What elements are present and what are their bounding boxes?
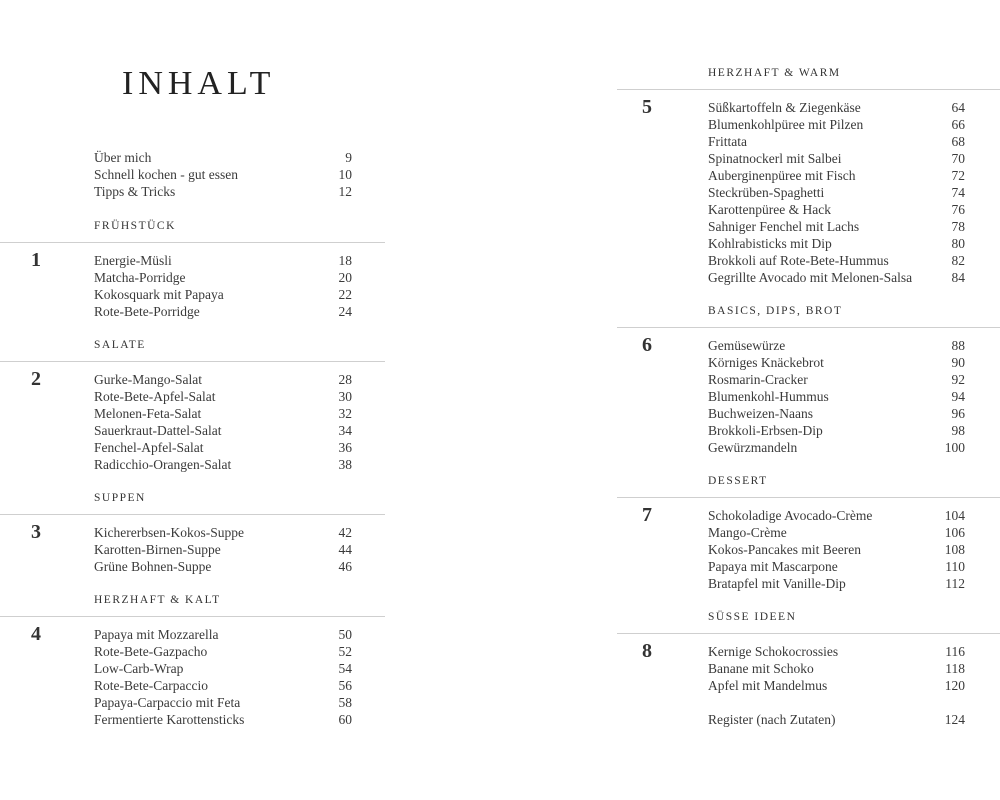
entry-page: 64 — [951, 100, 965, 115]
toc-entry[interactable] — [708, 677, 965, 694]
entry-name: Buchweizen-Naans — [708, 406, 813, 421]
chapter-number: 7 — [642, 504, 652, 526]
entry-name: Schnell kochen - gut essen — [94, 167, 238, 182]
entry-page: 22 — [338, 287, 352, 302]
entry-name: Gemüsewürze — [708, 338, 786, 353]
divider — [0, 242, 385, 243]
entry-page: 108 — [944, 542, 965, 557]
entry-name: Kohlrabisticks mit Dip — [708, 236, 832, 251]
entry-name: Gegrillte Avocado mit Melonen-Salsa — [708, 270, 913, 285]
entry-name: Papaya mit Mascarpone — [708, 559, 838, 574]
entry-name: Sauerkraut-Dattel-Salat — [94, 423, 222, 438]
toc-entry[interactable] — [94, 643, 352, 660]
entry-page: 66 — [951, 117, 965, 132]
recipe-list — [708, 99, 965, 286]
toc-entry[interactable] — [708, 524, 965, 541]
section-title: HERZHAFT & WARM — [708, 67, 841, 79]
toc-entry[interactable] — [708, 252, 965, 269]
right-page — [500, 0, 1000, 800]
section-fruehstueck — [0, 219, 385, 319]
toc-entry[interactable] — [708, 269, 965, 286]
entry-page: 84 — [951, 270, 965, 285]
toc-entry[interactable] — [708, 575, 965, 592]
toc-entry[interactable] — [708, 133, 965, 150]
section-dessert — [617, 474, 1000, 591]
recipe-list — [708, 507, 965, 592]
entry-page: 18 — [338, 253, 352, 268]
toc-entry[interactable] — [708, 660, 965, 677]
toc-entry[interactable] — [708, 388, 965, 405]
entry-page: 90 — [951, 355, 965, 370]
entry-page: 110 — [945, 559, 965, 574]
toc-entry[interactable] — [708, 558, 965, 575]
entry-page: 80 — [951, 236, 965, 251]
entry-page: 30 — [338, 389, 352, 404]
entry-name: Papaya mit Mozzarella — [94, 627, 219, 642]
entry-page: 50 — [338, 627, 352, 642]
entry-name: Rosmarin-Cracker — [708, 372, 808, 387]
toc-entry[interactable] — [708, 422, 965, 439]
toc-entry[interactable] — [94, 286, 352, 303]
entry-name: Frittata — [708, 134, 747, 149]
chapter-number: 5 — [642, 96, 652, 118]
entry-name: Apfel mit Mandelmus — [708, 678, 828, 693]
entry-page: 44 — [338, 542, 352, 557]
entry-page: 34 — [338, 423, 352, 438]
divider — [0, 514, 385, 515]
entry-name: Blumenkohl-Hummus — [708, 389, 829, 404]
toc-entry[interactable] — [94, 660, 352, 677]
entry-page: 60 — [338, 712, 352, 727]
entry-name: Radicchio-Orangen-Salat — [94, 457, 232, 472]
recipe-list — [708, 643, 965, 694]
toc-entry[interactable] — [94, 524, 352, 541]
entry-page: 124 — [944, 712, 965, 727]
toc-entry[interactable] — [708, 167, 965, 184]
recipe-list — [708, 337, 965, 456]
chapter-number: 1 — [31, 249, 41, 271]
entry-name: Tipps & Tricks — [94, 184, 176, 199]
entry-name: Rote-Bete-Porridge — [94, 304, 200, 319]
entry-page: 9 — [345, 150, 352, 165]
toc-entry-register[interactable] — [708, 711, 965, 728]
toc-entry[interactable] — [708, 235, 965, 252]
toc-entry[interactable] — [94, 183, 352, 200]
recipe-list — [94, 371, 352, 473]
entry-page: 72 — [951, 168, 965, 183]
section-herzhaft-kalt — [0, 593, 385, 727]
entry-page: 104 — [944, 508, 965, 523]
entry-name: Süßkartoffeln & Ziegenkäse — [708, 100, 861, 115]
chapter-number: 2 — [31, 368, 41, 390]
chapter-number: 4 — [31, 623, 41, 645]
entry-name: Gurke-Mango-Salat — [94, 372, 202, 387]
page-title: INHALT — [122, 65, 276, 102]
toc-entry[interactable] — [708, 201, 965, 218]
entry-name: Körniges Knäckebrot — [708, 355, 824, 370]
toc-entry[interactable] — [708, 99, 965, 116]
toc-entry[interactable] — [708, 354, 965, 371]
toc-entry[interactable] — [708, 405, 965, 422]
toc-entry[interactable] — [708, 541, 965, 558]
toc-entry[interactable] — [94, 405, 352, 422]
toc-entry[interactable] — [94, 303, 352, 320]
entry-page: 38 — [338, 457, 352, 472]
entry-name: Matcha-Porridge — [94, 270, 186, 285]
toc-entry[interactable] — [94, 252, 352, 269]
recipe-list — [94, 524, 352, 575]
divider — [617, 327, 1000, 328]
toc-entry[interactable] — [708, 507, 965, 524]
toc-entry[interactable] — [708, 150, 965, 167]
toc-entry[interactable] — [708, 439, 965, 456]
toc-entry[interactable] — [94, 711, 352, 728]
entry-name: Fenchel-Apfel-Salat — [94, 440, 204, 455]
entry-name: Steckrüben-Spaghetti — [708, 185, 825, 200]
entry-page: 54 — [338, 661, 352, 676]
toc-entry[interactable] — [94, 269, 352, 286]
entry-name: Kokos-Pancakes mit Beeren — [708, 542, 861, 557]
intro-list — [94, 149, 352, 200]
entry-name: Karottenpüree & Hack — [708, 202, 831, 217]
entry-name: Brokkoli-Erbsen-Dip — [708, 423, 823, 438]
entry-name: Blumenkohlpüree mit Pilzen — [708, 117, 864, 132]
entry-page: 76 — [951, 202, 965, 217]
divider — [0, 616, 385, 617]
entry-name: Grüne Bohnen-Suppe — [94, 559, 212, 574]
chapter-number: 6 — [642, 334, 652, 356]
entry-page: 112 — [945, 576, 965, 591]
entry-name: Gewürzmandeln — [708, 440, 798, 455]
section-herzhaft-warm — [617, 66, 1000, 285]
entry-page: 52 — [338, 644, 352, 659]
toc-entry[interactable] — [94, 456, 352, 473]
entry-page: 36 — [338, 440, 352, 455]
entry-page: 42 — [338, 525, 352, 540]
entry-name: Spinatnockerl mit Salbei — [708, 151, 842, 166]
toc-entry[interactable] — [94, 166, 352, 183]
toc-entry[interactable] — [94, 388, 352, 405]
entry-page: 24 — [338, 304, 352, 319]
toc-entry[interactable] — [94, 439, 352, 456]
entry-page: 92 — [951, 372, 965, 387]
entry-name: Low-Carb-Wrap — [94, 661, 184, 676]
section-title: FRÜHSTÜCK — [94, 220, 176, 232]
toc-entry[interactable] — [94, 677, 352, 694]
section-title: SÜSSE IDEEN — [708, 611, 797, 623]
toc-entry[interactable] — [94, 371, 352, 388]
entry-name: Papaya-Carpaccio mit Feta — [94, 695, 241, 710]
entry-name: Energie-Müsli — [94, 253, 172, 268]
entry-page: 118 — [945, 661, 965, 676]
toc-entry[interactable] — [708, 184, 965, 201]
entry-name: Rote-Bete-Carpaccio — [94, 678, 208, 693]
section-suesse-ideen — [617, 610, 1000, 693]
section-basics — [617, 304, 1000, 455]
toc-entry[interactable] — [94, 541, 352, 558]
recipe-list — [94, 252, 352, 320]
entry-name: Sahniger Fenchel mit Lachs — [708, 219, 860, 234]
toc-entry[interactable] — [94, 422, 352, 439]
entry-name: Kichererbsen-Kokos-Suppe — [94, 525, 244, 540]
entry-page: 88 — [951, 338, 965, 353]
entry-name: Banane mit Schoko — [708, 661, 814, 676]
section-title: BASICS, DIPS, BROT — [708, 305, 843, 317]
section-title: DESSERT — [708, 475, 768, 487]
entry-page: 116 — [945, 644, 965, 659]
toc-entry[interactable] — [94, 149, 352, 166]
entry-page: 10 — [338, 167, 352, 182]
toc-entry[interactable] — [708, 337, 965, 354]
toc-entry[interactable] — [94, 694, 352, 711]
entry-page: 68 — [951, 134, 965, 149]
entry-page: 70 — [951, 151, 965, 166]
entry-name: Kokosquark mit Papaya — [94, 287, 224, 302]
toc-entry[interactable] — [708, 218, 965, 235]
toc-entry[interactable] — [708, 116, 965, 133]
entry-page: 32 — [338, 406, 352, 421]
toc-entry[interactable] — [94, 626, 352, 643]
entry-name: Brokkoli auf Rote-Bete-Hummus — [708, 253, 889, 268]
section-salate — [0, 338, 385, 472]
register-list — [708, 711, 965, 728]
entry-page: 28 — [338, 372, 352, 387]
entry-page: 20 — [338, 270, 352, 285]
entry-name: Fermentierte Karottensticks — [94, 712, 245, 727]
entry-name: Kernige Schokocrossies — [708, 644, 839, 659]
entry-page: 78 — [951, 219, 965, 234]
entry-page: 12 — [338, 184, 352, 199]
entry-name: Rote-Bete-Gazpacho — [94, 644, 208, 659]
divider — [617, 497, 1000, 498]
entry-name: Mango-Crème — [708, 525, 787, 540]
toc-entry[interactable] — [708, 643, 965, 660]
entry-page: 46 — [338, 559, 352, 574]
section-title: SALATE — [94, 339, 146, 351]
chapter-number: 3 — [31, 521, 41, 543]
entry-page: 120 — [944, 678, 965, 693]
entry-page: 98 — [951, 423, 965, 438]
entry-page: 56 — [338, 678, 352, 693]
entry-page: 82 — [951, 253, 965, 268]
chapter-number: 8 — [642, 640, 652, 662]
recipe-list — [94, 626, 352, 728]
entry-name: Rote-Bete-Apfel-Salat — [94, 389, 216, 404]
entry-page: 96 — [951, 406, 965, 421]
divider — [0, 361, 385, 362]
divider — [617, 633, 1000, 634]
section-title: HERZHAFT & KALT — [94, 594, 221, 606]
toc-entry[interactable] — [94, 558, 352, 575]
section-suppen — [0, 491, 385, 574]
entry-name: Über mich — [94, 150, 152, 165]
entry-name: Karotten-Birnen-Suppe — [94, 542, 221, 557]
divider — [617, 89, 1000, 90]
entry-name: Bratapfel mit Vanille-Dip — [708, 576, 846, 591]
section-title: SUPPEN — [94, 492, 146, 504]
entry-name: Melonen-Feta-Salat — [94, 406, 202, 421]
entry-page: 106 — [944, 525, 965, 540]
entry-name: Register (nach Zutaten) — [708, 712, 836, 727]
entry-name: Auberginenpüree mit Fisch — [708, 168, 856, 183]
entry-page: 100 — [944, 440, 965, 455]
entry-page: 58 — [338, 695, 352, 710]
entry-page: 74 — [951, 185, 965, 200]
entry-page: 94 — [951, 389, 965, 404]
entry-name: Schokoladige Avocado-Crème — [708, 508, 873, 523]
toc-entry[interactable] — [708, 371, 965, 388]
